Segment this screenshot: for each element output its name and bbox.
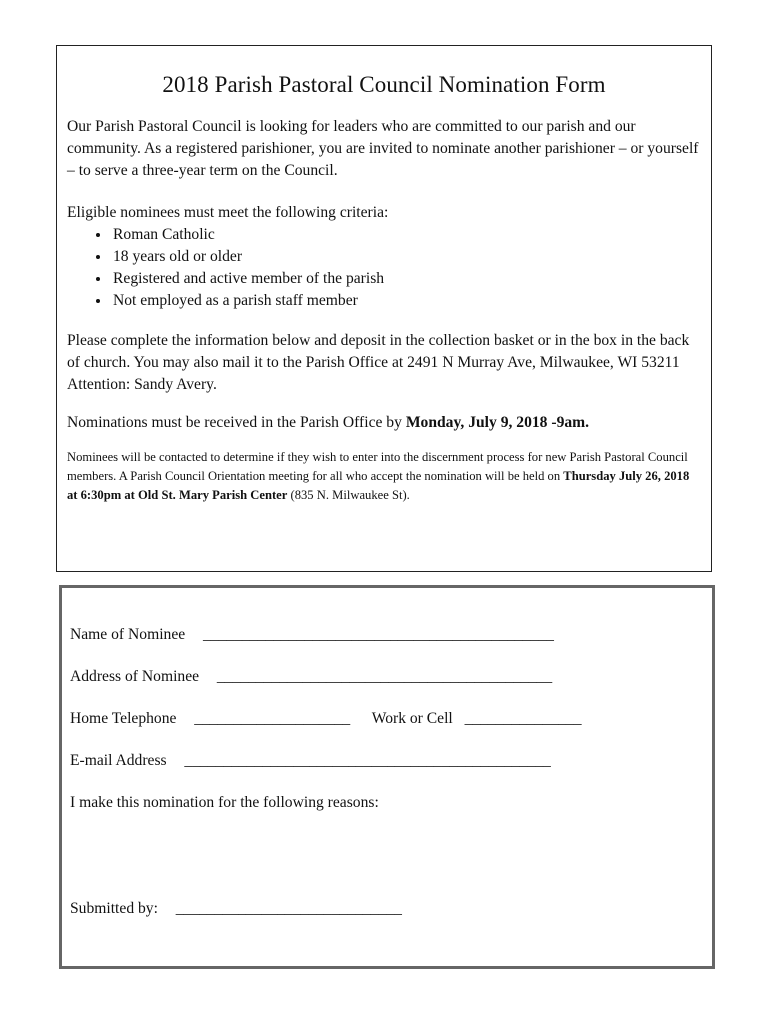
note-suffix: (835 N. Milwaukee St). <box>287 488 410 502</box>
submitted-by-label: Submitted by: <box>70 900 158 917</box>
deadline-date: Monday, July 9, 2018 -9am. <box>405 414 590 431</box>
note-prefix: Nominees will be contacted to determine if they wish to enter into the discernment process for new Parish Pastoral Council members. A Parish Council Orientation meeting for all who accept the nomination will be held on <box>67 450 688 483</box>
nominee-address-input[interactable]: ___________________________________________ <box>216 668 553 685</box>
note-event: Thursday July 26, 2018 at 6:30pm at Old St. Mary Parish Center <box>67 469 690 502</box>
intro-paragraph: Our Parish Pastoral Council is looking for leaders who are committed to our parish and our community. As a registered parishioner, you are invited to nominate another parishioner – or yourself – to serve a three-year term on the Council. <box>67 118 699 179</box>
nominee-name-label: Name of Nominee <box>70 626 186 643</box>
info-panel <box>56 45 712 572</box>
email-input[interactable]: _______________________________________________ <box>184 752 551 769</box>
submitted-by-field <box>70 898 702 920</box>
list-item: • Not employed as a parish staff member <box>111 290 701 312</box>
list-item: • 18 years old or older <box>111 246 701 268</box>
work-cell-input[interactable]: _______________ <box>464 710 582 727</box>
nominee-name-input[interactable]: _____________________________________________ <box>203 626 554 643</box>
criteria-list <box>67 224 701 312</box>
nominee-address-label: Address of Nominee <box>70 668 200 685</box>
nominee-address-field <box>70 666 702 688</box>
deadline-prefix: Nominations must be received in the Parish Office by <box>67 414 406 431</box>
home-telephone-input[interactable]: ____________________ <box>194 710 351 727</box>
criteria-heading: Eligible nominees must meet the following criteria: <box>67 204 389 221</box>
list-item: • Registered and active member of the parish <box>111 268 701 290</box>
email-field <box>70 750 702 772</box>
page-title: 2018 Parish Pastoral Council Nomination Form <box>162 72 606 97</box>
submitted-by-input[interactable]: _____________________________ <box>175 900 402 917</box>
list-item: • Roman Catholic <box>111 224 701 246</box>
nominee-name-field <box>70 624 702 646</box>
home-telephone-label: Home Telephone <box>70 710 177 727</box>
work-cell-label: Work or Cell <box>371 710 453 727</box>
nomination-form <box>59 585 715 969</box>
deadline-paragraph <box>67 412 701 434</box>
email-label: E-mail Address <box>70 752 167 769</box>
instructions-paragraph: Please complete the information below and deposit in the collection basket or in the box in the back of church. You may also mail it to the Parish Office at 2491 N Murray Ave, Milwaukee, WI 53211 Attention: Sandy Avery. <box>67 332 690 393</box>
reasons-label[interactable]: I make this nomination for the following reasons: <box>70 794 379 811</box>
orientation-note <box>67 448 701 505</box>
telephone-field <box>70 708 702 730</box>
